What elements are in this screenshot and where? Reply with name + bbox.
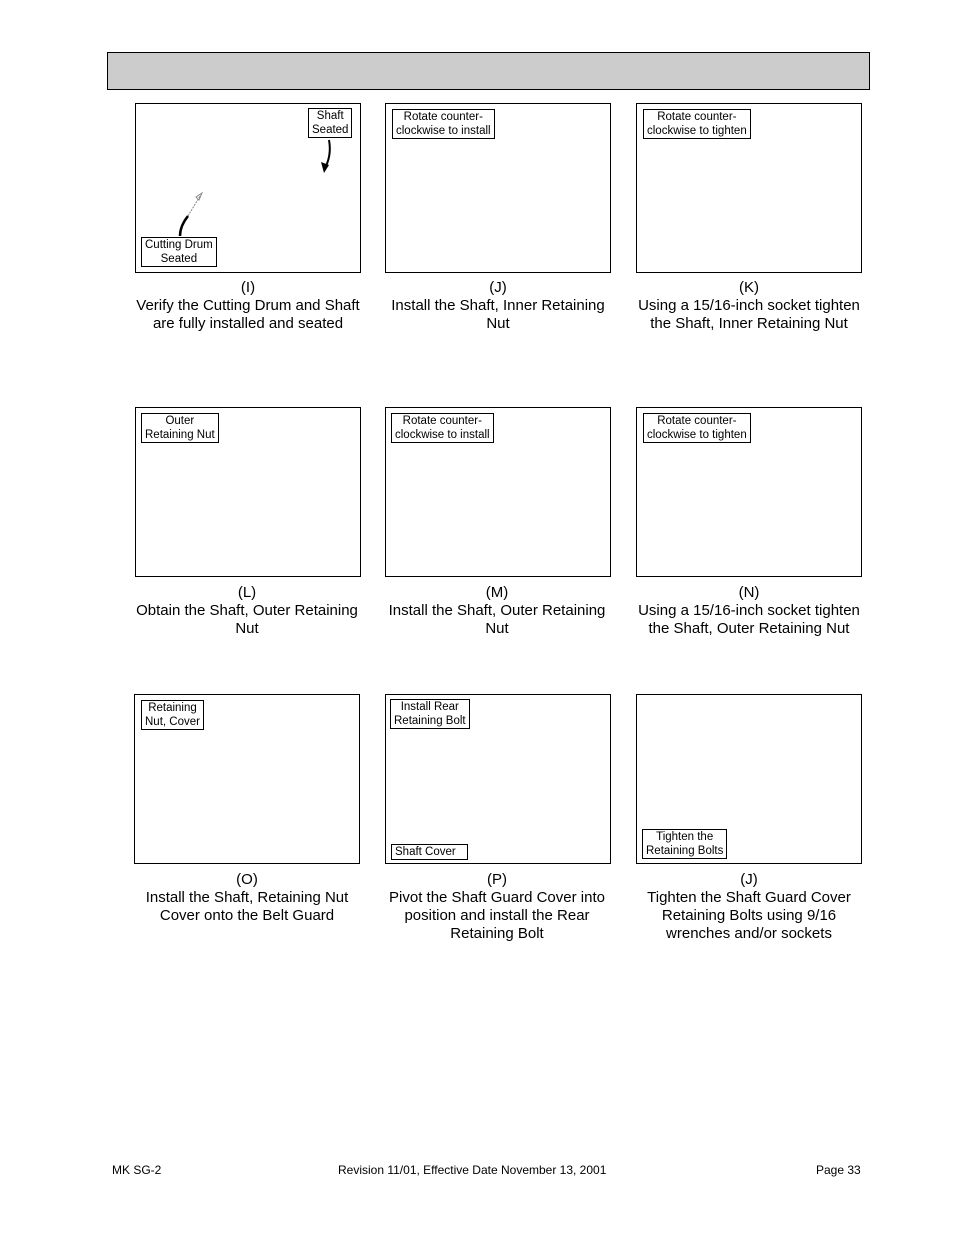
callout-retaining-nut-cover: Retaining Nut, Cover [141,700,204,730]
caption-m [377,584,617,638]
caption-p [377,871,617,943]
figure-o [134,694,360,864]
figure-caption: Using a 15/16-inch socket tighten the Shaft, Inner Retaining Nut [638,297,860,332]
footer-revision: Revision 11/01, Effective Date November 13, 2001 [338,1163,607,1177]
callout-rotate-install: Rotate counter- clockwise to install [392,109,495,139]
figure-label: (I) [240,279,256,296]
callout-outer-retaining-nut: Outer Retaining Nut [141,413,219,443]
callout-install-rear-retaining-bolt: Install Rear Retaining Bolt [390,699,470,729]
figure-label: (J) [489,279,507,296]
caption-o [127,871,367,925]
callout-tighten-retaining-bolts: Tighten the Retaining Bolts [642,829,727,859]
figure-label: (J) [740,871,758,888]
caption-j-inner [378,279,618,333]
footer-page-number: Page 33 [816,1163,861,1177]
figure-label: (O) [236,871,258,888]
caption-j-tighten [629,871,869,943]
section-header-bar [107,52,870,90]
figure-caption: Install the Shaft, Inner Retaining Nut [391,297,605,332]
figure-k [636,103,862,273]
figure-label: (P) [487,871,507,888]
figure-caption: Pivot the Shaft Guard Cover into position and install the Rear Retaining Bolt [389,889,605,942]
figure-m [385,407,611,577]
figure-i [135,103,361,273]
figure-caption: Using a 15/16-inch socket tighten the Shaft, Outer Retaining Nut [638,602,860,637]
footer-doc-id: MK SG-2 [112,1163,162,1177]
callout-rotate-tighten: Rotate counter- clockwise to tighten [643,413,751,443]
figure-caption: Install the Shaft, Outer Retaining Nut [388,602,606,637]
figure-label: (K) [739,279,759,296]
figure-caption: Obtain the Shaft, Outer Retaining Nut [136,602,358,637]
figure-label: (L) [237,584,257,601]
figure-caption: Tighten the Shaft Guard Cover Retaining Bolts using 9/16 wrenches and/or sockets [647,889,851,942]
figure-label: (M) [485,584,509,601]
callout-rotate-install: Rotate counter- clockwise to install [391,413,494,443]
figure-j-tighten [636,694,862,864]
figure-n [636,407,862,577]
callout-rotate-tighten: Rotate counter- clockwise to tighten [643,109,751,139]
figure-caption: Verify the Cutting Drum and Shaft are fully installed and seated [136,297,360,332]
callout-shaft-cover: Shaft Cover [391,844,468,860]
callout-shaft-seated: Shaft Seated [308,108,352,138]
callout-cutting-drum-seated: Cutting Drum Seated [141,237,217,267]
figure-l [135,407,361,577]
figure-caption: Install the Shaft, Retaining Nut Cover onto the Belt Guard [145,889,349,924]
caption-n [629,584,869,638]
caption-k [629,279,869,333]
figure-label: (N) [738,584,760,601]
figure-j-inner [385,103,611,273]
figure-p [385,694,611,864]
caption-i [128,279,368,333]
caption-l [127,584,367,638]
